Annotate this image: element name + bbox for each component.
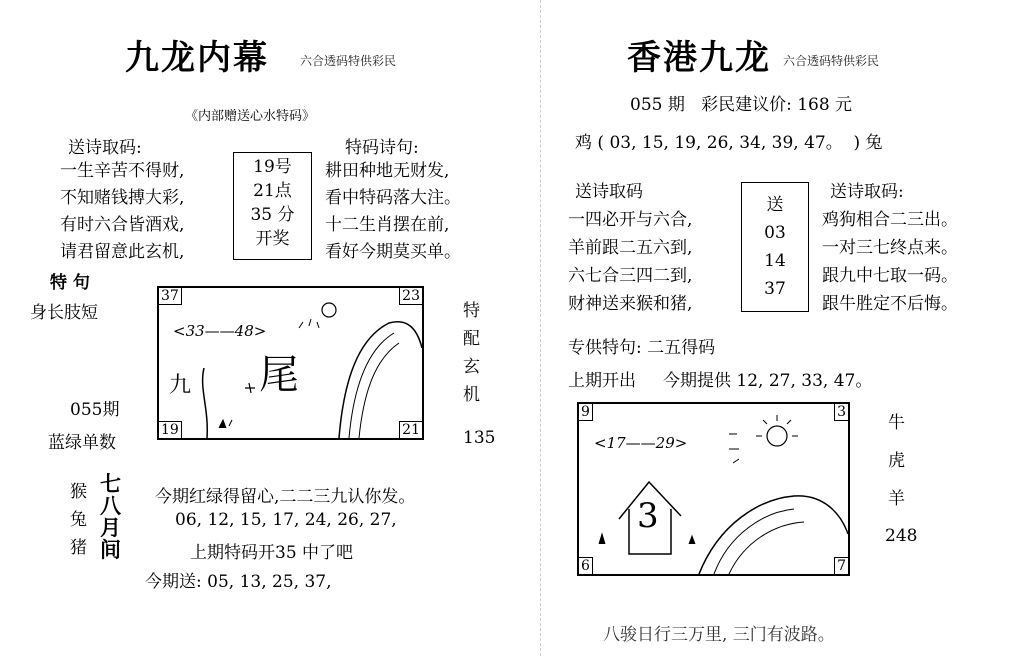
right-drawing-corner-tr: 3 [834, 403, 849, 421]
left-poem-right-line: 看好今期莫买单。 [325, 242, 461, 262]
left-time-box-line: 35 分 [250, 205, 295, 225]
left-month-vertical [100, 473, 121, 561]
left-time-box [233, 152, 312, 260]
left-right-vertical-char: 机 [463, 385, 480, 405]
left-drawing-scribble: <33——48> [173, 322, 267, 340]
right-poem-left [568, 206, 692, 318]
left-line-3: 上期特码开35 中了吧 [190, 543, 354, 563]
right-poem-left-line: 一四必开与六合, [568, 210, 693, 230]
right-drawing-corner-tl: 9 [578, 403, 593, 421]
left-riddle-drawing [157, 286, 424, 440]
left-poem-left-line: 不知赌钱搏大彩, [60, 188, 185, 208]
left-right-vertical-char: 配 [463, 329, 480, 349]
right-right-vertical-char: 牛 [888, 413, 905, 433]
right-send-label-right: 送诗取码: [830, 182, 904, 202]
left-month-char: 间 [100, 537, 121, 562]
right-right-vertical-char: 羊 [888, 489, 905, 509]
right-poem-right-line: 跟牛胜定不后悔。 [822, 294, 958, 314]
left-drawing-corner-br: 21 [399, 421, 423, 439]
left-poem-code-label: 特码诗句: [345, 138, 419, 158]
right-poem-left-line: 六七合三四二到, [568, 266, 693, 286]
left-header-note: 《内部赠送心水特码》 [185, 109, 316, 124]
right-right-vertical [888, 404, 905, 518]
right-period-line: 055 期 彩民建议价: 168 元 [630, 95, 853, 115]
left-right-vertical-char: 特 [463, 301, 480, 321]
right-poem-left-line: 财神送来猴和猪, [568, 294, 693, 314]
left-poem-left [60, 158, 184, 266]
left-drawing-char-tail: 尾 [259, 352, 299, 398]
left-special-label: 特 句 [50, 273, 90, 293]
left-zodiac-vertical [70, 478, 87, 562]
right-send-label-left: 送诗取码 [575, 182, 643, 202]
right-right-number: 248 [885, 526, 918, 546]
right-zodiac-line: 鸡 ( 03, 15, 19, 26, 34, 39, 47。 ) 兔 [575, 133, 883, 153]
left-time-box-line: 开奖 [255, 229, 290, 249]
left-drawing-corner-tl: 37 [158, 287, 182, 305]
right-drawing-char-house: 3 [637, 496, 659, 536]
left-time-box-line: 19号 [253, 157, 292, 177]
right-send-box-line: 37 [764, 279, 786, 299]
left-line-2: 06, 12, 15, 17, 24, 26, 27, [175, 510, 397, 530]
left-poem-left-line: 请君留意此玄机, [60, 242, 185, 262]
left-poem-left-line: 有时六合皆酒戏, [60, 215, 185, 235]
left-drawing-char-nine: 九 [169, 373, 192, 398]
right-send-box [741, 182, 809, 312]
right-send-box-line: 送 [766, 195, 784, 215]
left-zodiac-char: 兔 [70, 510, 87, 530]
right-poem-right-line: 一对三七终点来。 [822, 238, 958, 258]
left-zodiac-char: 猴 [70, 482, 87, 502]
right-drawing-corner-bl: 6 [578, 557, 593, 575]
right-poem-right [822, 206, 958, 318]
left-poem-send-label: 送诗取码: [68, 138, 142, 158]
left-right-vertical-char: 玄 [463, 357, 480, 377]
right-provide-line: 上期开出 今期提供 12, 27, 33, 47。 [568, 371, 873, 391]
page-divider [540, 0, 541, 656]
left-title: 九龙内幕 [125, 38, 269, 78]
left-poem-right-line: 看中特码落大注。 [325, 188, 461, 208]
left-right-number: 135 [463, 428, 496, 448]
left-right-vertical [463, 297, 480, 409]
right-send-box-line: 14 [764, 251, 786, 271]
right-poem-left-line: 羊前跟二五六到, [568, 238, 693, 258]
right-right-vertical-char: 虎 [888, 451, 905, 471]
left-time-box-line: 21点 [253, 181, 292, 201]
left-special-text: 身长肢短 [30, 303, 98, 323]
left-poem-right-line: 十二生肖摆在前, [325, 215, 450, 235]
left-line-1: 今期红绿得留心,二二三九认你发。 [155, 487, 416, 507]
left-poem-right [325, 158, 461, 266]
left-poem-left-line: 一生辛苦不得财, [60, 161, 185, 181]
left-period: 055期 [70, 400, 120, 420]
left-drawing-corner-bl: 19 [158, 421, 182, 439]
right-poem-right-line: 跟九中七取一码。 [822, 266, 958, 286]
left-zodiac-char: 猪 [70, 538, 87, 558]
right-drawing-scribble: <17——29> [594, 434, 688, 452]
right-footer: 八骏日行三万里, 三门有波路。 [603, 625, 835, 645]
right-title: 香港九龙 [627, 38, 771, 78]
right-drawing-sketch [579, 404, 848, 574]
left-drawing-corner-tr: 23 [399, 287, 423, 305]
right-drawing-corner-br: 7 [834, 557, 849, 575]
right-riddle-drawing [577, 402, 850, 576]
left-line-4: 今期送: 05, 13, 25, 37, [145, 572, 332, 592]
left-color-hint: 蓝绿单数 [48, 433, 116, 453]
left-month-char: 八 [100, 493, 121, 518]
right-subtitle: 六合透码特供彩民 [783, 54, 880, 68]
left-subtitle: 六合透码特供彩民 [300, 54, 397, 68]
right-send-box-line: 03 [764, 223, 786, 243]
left-poem-right-line: 耕田种地无财发, [325, 161, 450, 181]
right-poem-right-line: 鸡狗相合二三出。 [822, 210, 958, 230]
right-special-line: 专供特句: 二五得码 [568, 338, 716, 358]
left-month-char: 月 [100, 515, 121, 540]
left-month-char: 七 [100, 471, 121, 496]
